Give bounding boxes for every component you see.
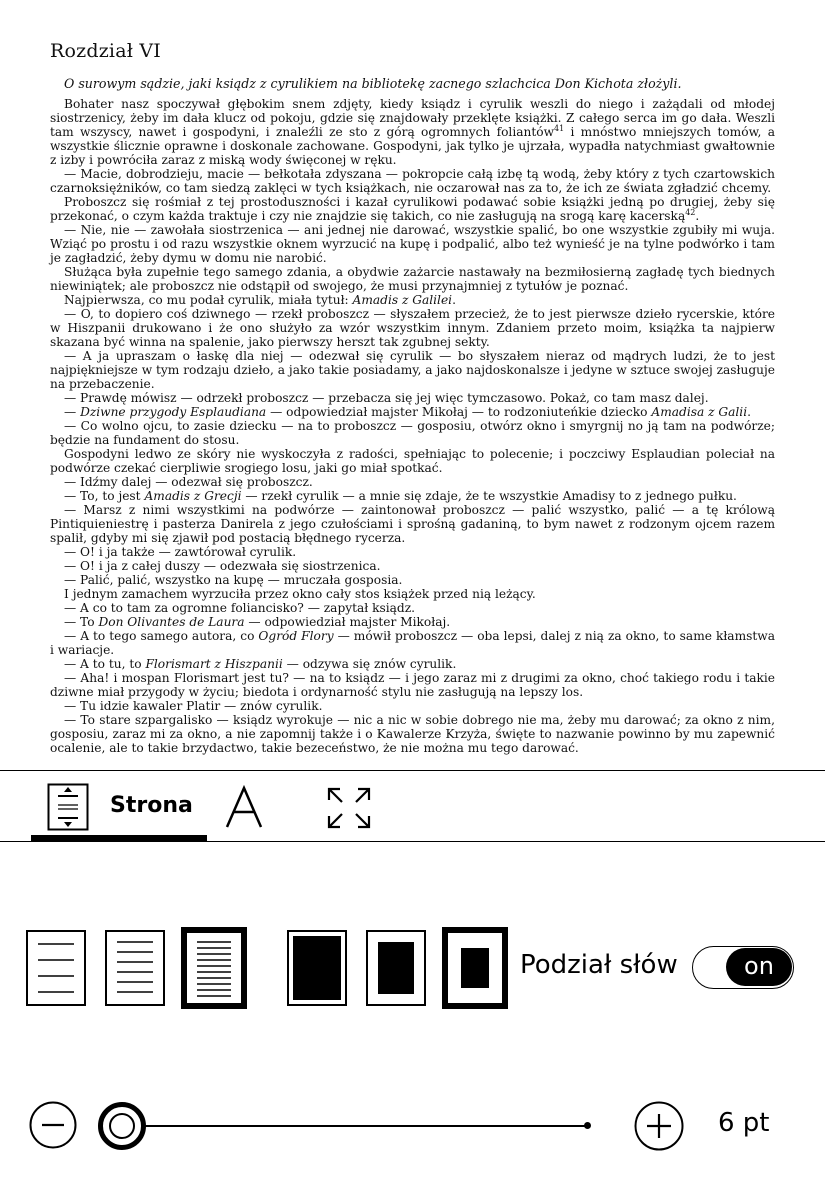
line-spacing-wide-option[interactable] [181,927,247,1009]
paragraph: — Idźmy dalej — odezwał się proboszcz. [64,475,313,489]
increase-size-button[interactable] [634,1101,684,1151]
footnote-link[interactable]: 41 [554,123,565,133]
paragraph: — Nie, nie — zawołała siostrzenica — ani jednej nie darować, wszystkie spalić, bo one wszystkie zgubiły mi wuja. Wziąć po prostu i od razu wszystkie oknem wyrzucić na kupę i podpalić, albo też wynieść je na tylne podwórko i tam je zagładzić, żeby dymu w domu nie narobić. [50,223,775,265]
size-value: 6 pt [718,1108,770,1138]
book-title-italic: Florismart z Hiszpanii [145,657,283,671]
tab-page-label: Strona [110,793,193,818]
font-icon [227,788,261,827]
paragraph: — A co to tam za ogromne foliancisko? — zapytał ksiądz. [64,601,416,615]
paragraph: — Aha! i mospan Florismart jest tu? — na to ksiądz — i jego zaraz mi z drugimi za okno, choć takiego rodu i takie dziwne miał przygody w życiu; biedota i ordynarność stylu nie zasługują na lepszy los. [50,671,775,699]
margin-large-option[interactable] [442,927,508,1009]
margin-medium-icon [378,942,414,994]
tab-font[interactable] [224,785,264,829]
paragraph: — Prawdę mówisz — odrzekł proboszcz — przebacza się jej więc tymczasowo. Pokaż, co tam masz dalej. [64,391,709,405]
paragraph: Najpierwsza, co mu podał cyrulik, miała tytuł: Amadis z Galilei. [64,293,456,307]
size-slider-thumb[interactable] [98,1102,146,1150]
line-spacing-narrow-icon [28,932,84,1004]
book-title-italic: Dziwne przygody Esplaudiana [80,405,267,419]
paragraph: Gospodyni ledwo ze skóry nie wyskoczyła z radości, spełniając to polecenie; i poczciwy Esplaudian poleciał na podwórze czekać cierpliwie srogiego losu, jaki go miał spotkać. [50,447,775,475]
decrease-size-button[interactable] [29,1101,77,1149]
book-title-italic: Amadis z Galilei [352,293,453,307]
paragraph: — A ja upraszam o łaskę dla niej — odezwał się cyrulik — bo słyszałem nieraz od mądrych ludzi, że to jest najpiękniejsze w tym rodzaju dzieło, a jako takie posiadamy, a jako najdoskonalsze i jedyne w sztuce swojej zasługuje na przebaczenie. [50,349,775,391]
settings-tab-bar [0,770,825,842]
book-title-italic: Ogród Flory [258,629,334,643]
active-tab-indicator [31,835,207,841]
line-spacing-medium-option[interactable] [105,930,165,1006]
paragraph: Proboszcz się rośmiał z tej prostoduszności i kazał cyrulikowi podawać sobie książki jedną po drugiej, żeby się przekonać, o czym każda traktuje i czy nie znajdzie się takich, co nie zasługują na srogą karę kacerską$^{42}$. [50,195,775,223]
hyphenation-toggle[interactable] [692,946,794,989]
minus-icon [31,1103,76,1148]
tab-page[interactable] [31,771,207,841]
line-spacing-wide-icon [187,933,241,1003]
paragraph: — Co wolno ojcu, to zasie dziecku — na to proboszcz — gosposiu, otwórz okno i smyrgnij no ją tam na podwórze; będzie na fundament do stosu. [50,419,775,447]
page-layout-icon [47,783,89,831]
margin-small-icon [293,936,341,1000]
book-title-italic: Amadisa z Galii [651,405,748,419]
paragraph: — A to tu, to Florismart z Hiszpanii — odzywa się znów cyrulik. [64,657,457,671]
size-slider-track[interactable] [120,1125,588,1127]
fullscreen-icon [329,789,369,827]
paragraph: Służąca była zupełnie tego samego zdania, a obydwie zażarcie nastawały na bezmiłosierną zagładę tych biednych niewiniątek; ale proboszcz nie odstąpił od swojego, że musi przynajmniej z tytułów je poznać. [50,265,775,293]
paragraph: — Tu idzie kawaler Platir — znów cyrulik. [64,699,323,713]
chapter-title: Rozdział VI [50,40,161,62]
paragraph: — To stare szpargalisko — ksiądz wyrokuje — nic a nic w sobie dobrego nie ma, żeby mu darować; za okno z nim, gosposiu, zaraz mi za okno, a nie zapomnij także i o Kawalerze Krzyża, święte to nazwanie powinno by mu zapewnić ocalenie, ale to takie brzydactwo, takie bezeceństwo, że nie można mu tego darować. [50,713,775,755]
hyphenation-toggle-state: on [726,948,792,986]
paragraph: — Palić, palić, wszystko na kupę — mruczała gosposia. [64,573,403,587]
line-spacing-medium-icon [107,932,163,1004]
paragraph: — Marsz z nimi wszystkimi na podwórze — zaintonował proboszcz — palić wszystko, palić — a tę królową Pintiquieniestrę i pasterza Danirela z jego czułościami i sprośną gadaniną, to bym nawet z rodzonym ojcem razem spalił, gdyby mi się zjawił pod postacią błędnego rycerza. [50,503,775,545]
margin-large-icon [461,948,489,988]
plus-icon [636,1103,683,1150]
tab-fullscreen[interactable] [326,786,372,830]
paragraph: — O, to dopiero coś dziwnego — rzekł proboszcz — słyszałem przecież, że to jest pierwsze dzieło rycerskie, które w Hiszpanii drukowano i że ono służyło za wzór wszystkim innym. Zdaniem przeto moim, książka ta najpierw skazana być winna na spalenie, jako pierwszy herszt tak zgubnej sekty. [50,307,775,349]
paragraph: — O! i ja z całej duszy — odezwała się siostrzenica. [64,559,381,573]
paragraph: — To, to jest Amadis z Grecji — rzekł cyrulik — a mnie się zdaje, że te wszystkie Amadisy to z jednego pułku. [64,489,737,503]
book-text [50,97,775,755]
chapter-summary: O surowym sądzie, jaki ksiądz z cyrulikiem na bibliotekę zacnego szlachcica Don Kichota złożyli. [64,76,682,91]
paragraph: — O! i ja także — zawtórował cyrulik. [64,545,297,559]
paragraph: — A to tego samego autora, co Ogród Flory — mówił proboszcz — oba lepsi, dalej z nią za okno, to same kłamstwa i wariacje. [50,629,775,657]
paragraph: I jednym zamachem wyrzuciła przez okno cały stos książek przed nią leżący. [64,587,536,601]
book-title-italic: Amadis z Grecji [144,489,242,503]
footnote-link[interactable]: 42 [685,207,696,217]
margin-small-option[interactable] [287,930,347,1006]
hyphenation-label: Podział słów [520,950,678,980]
book-title-italic: Don Olivantes de Laura [98,615,245,629]
size-slider-end [584,1122,591,1129]
margin-medium-option[interactable] [366,930,426,1006]
paragraph: Bohater nasz spoczywał głębokim snem zdjęty, kiedy ksiądz i cyrulik weszli do niego i zażądali od młodej siostrzenicy, żeby im dała klucz od pokoju, gdzie się znajdowały przeklęte książki. Z całego serca im go dała. Weszli tam wszyscy, nawet i gospodyni, i znaleźli ze sto z górą ogromnych foliantów$^{41}$ i mnóstwo mniejszych tomów, a wszystkie ślicznie oprawne i doskonale zachowane. Gospodyni, jak tylko je ujrzała, wypadła natychmiast gwałtownie z izby i powróciła zaraz z miską wody święconej w ręku. [50,97,775,167]
paragraph: — To Don Olivantes de Laura — odpowiedział majster Mikołaj. [64,615,451,629]
paragraph: — Macie, dobrodzieju, macie — bełkotała zdyszana — pokropcie całą izbę tą wodą, żeby który z tych czartowskich czarnoksiężników, co tam siedzą zaklęci w tych książkach, nie oczarował nas za to, że ich ze świata zgładzić chcemy. [50,167,775,195]
paragraph: — Dziwne przygody Esplaudiana — odpowiedział majster Mikołaj — to rodzoniuteńkie dziecko Amadisa z Galii. [64,405,751,419]
line-spacing-narrow-option[interactable] [26,930,86,1006]
slider-thumb-inner [109,1113,135,1139]
